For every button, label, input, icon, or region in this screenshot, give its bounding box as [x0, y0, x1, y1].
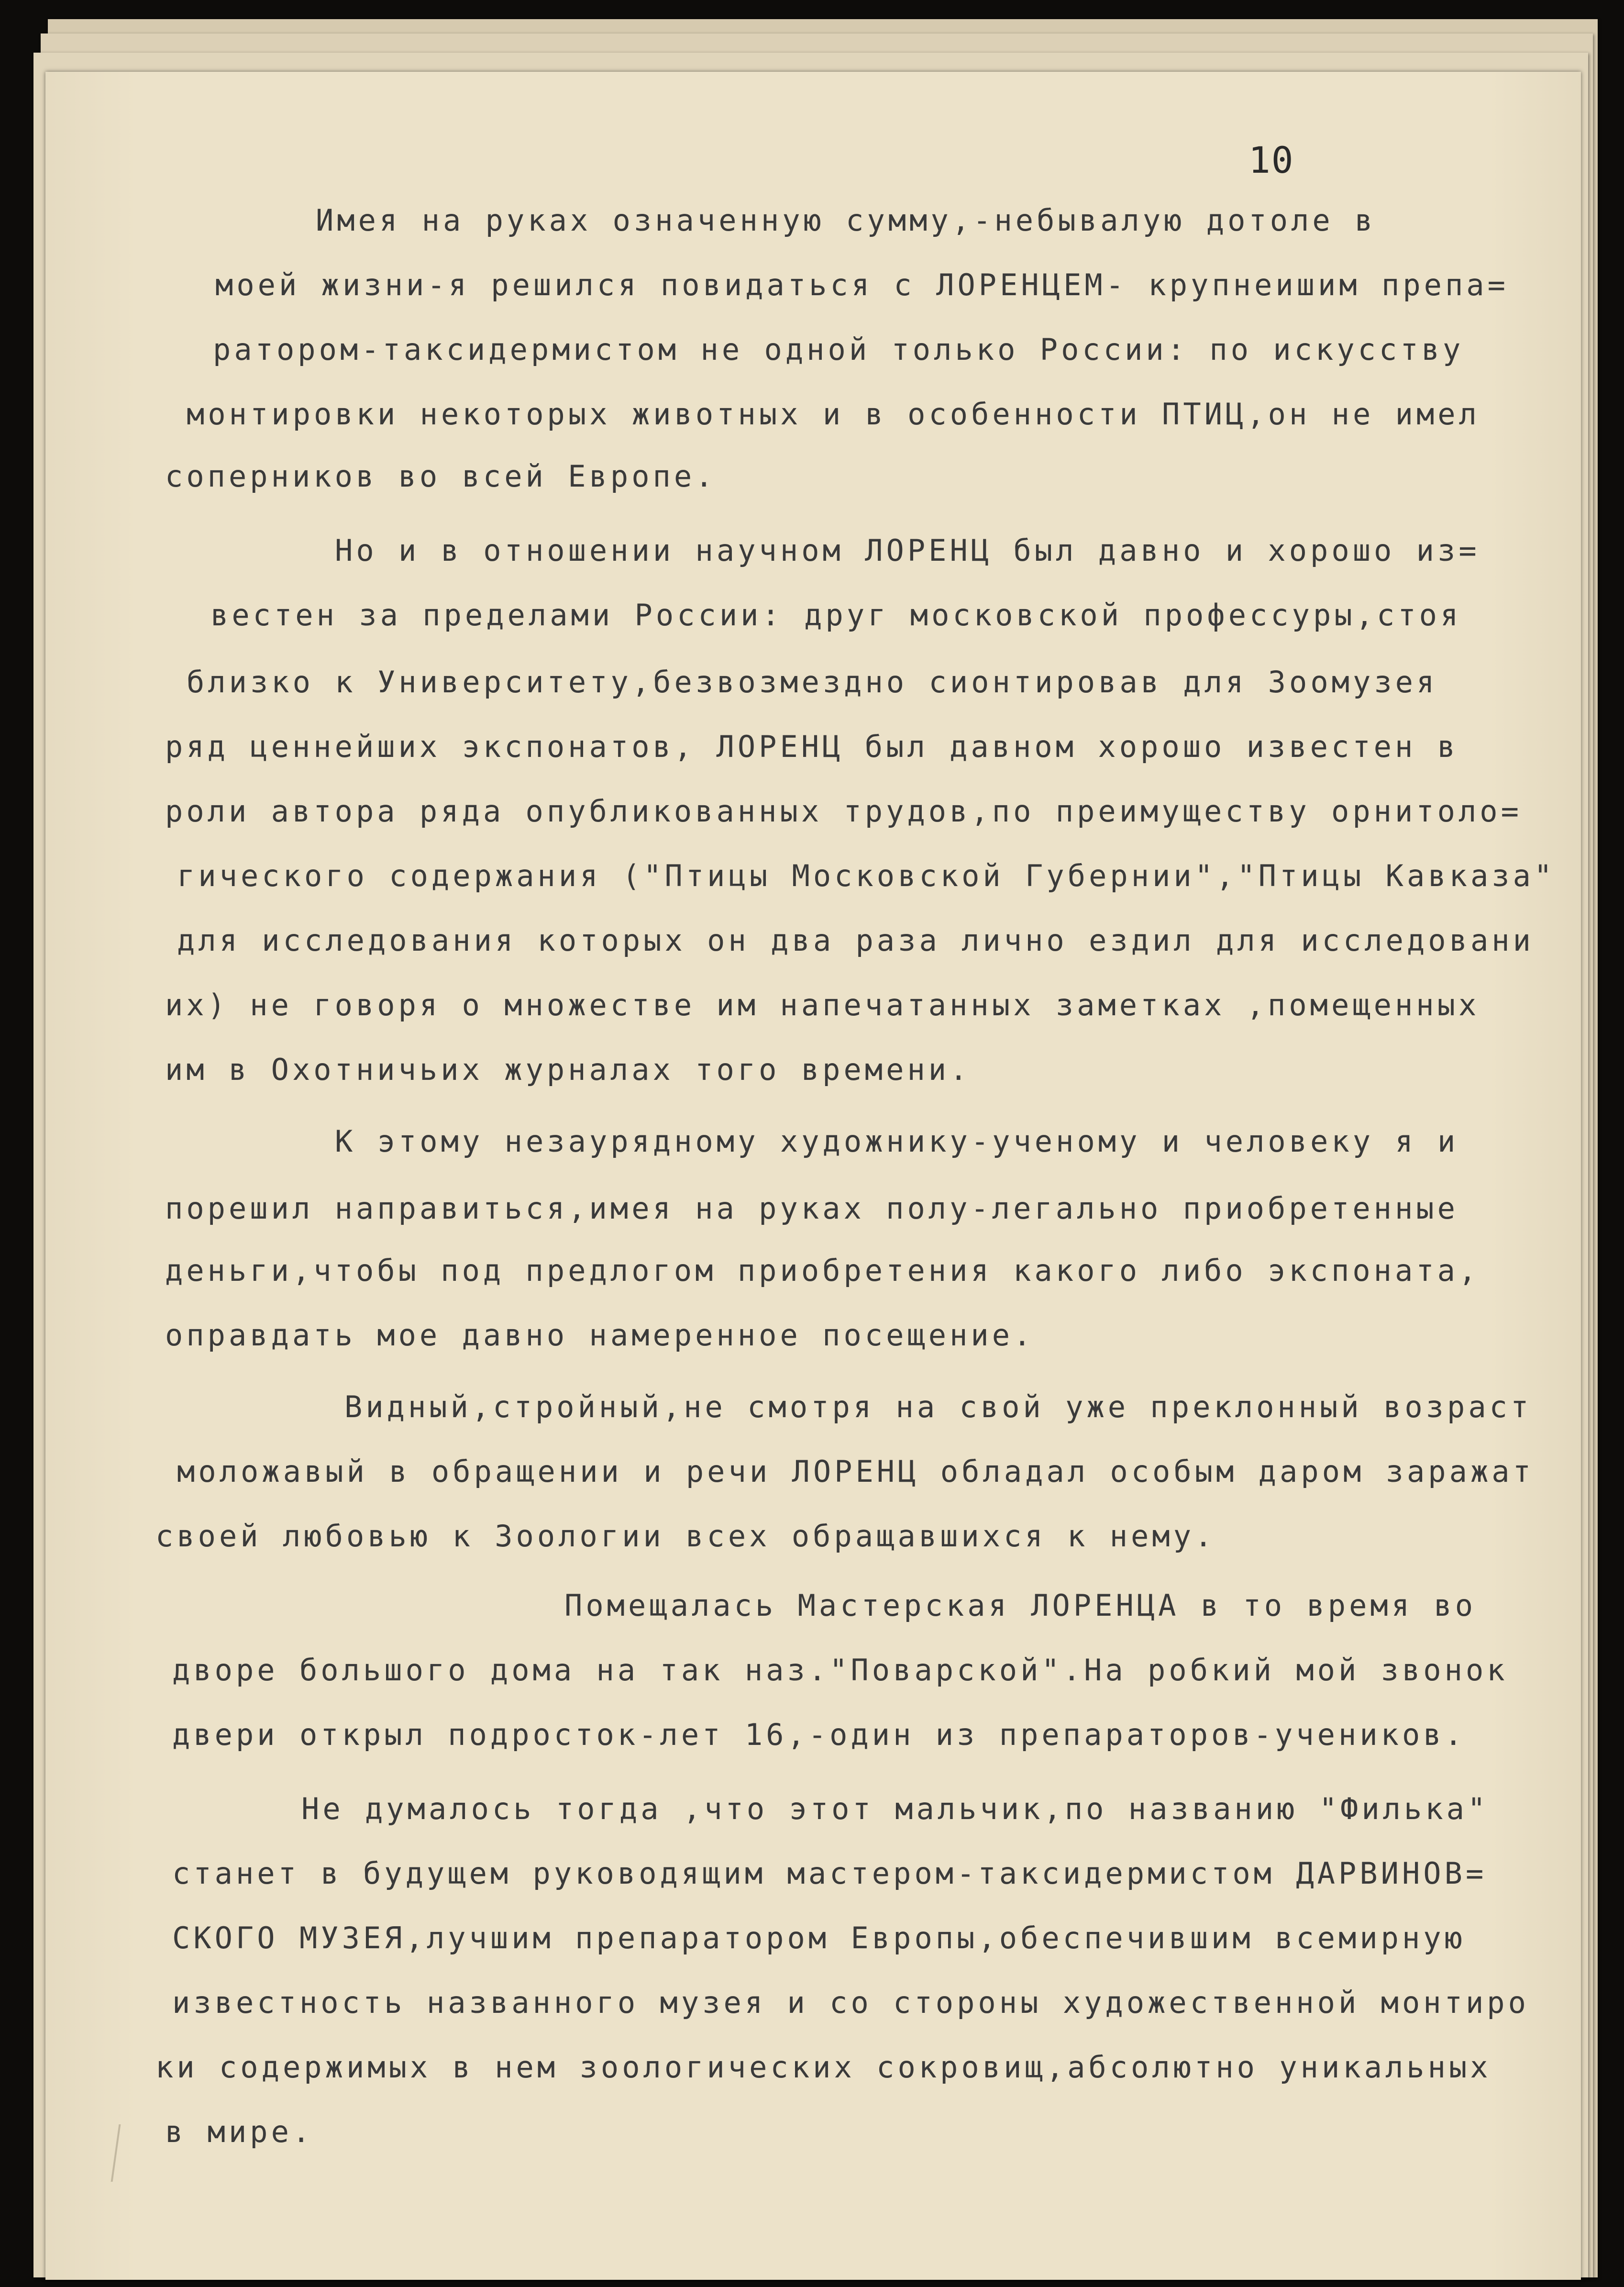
text-line: для исследования которых он два раза лично ездил для исследовани [177, 923, 1534, 958]
text-line: моложавый в обращении и речи ЛОРЕНЦ обладал особым даром заражат [177, 1454, 1534, 1489]
text-line: Помещалась Мастерская ЛОРЕНЦА в то время во [564, 1588, 1477, 1623]
text-line: своей любовью к Зоологии всех обращавшихся к нему. [155, 1519, 1216, 1554]
text-line: станет в будущем руководящим мастером-таксидермистом ДАРВИНОВ= [172, 1856, 1487, 1891]
text-line: порешил направиться,имея на руках полу-легально приобретенные [165, 1191, 1458, 1226]
text-line: К этому незаурядному художнику-ученому и человеку я и [335, 1124, 1459, 1159]
text-line: Видный,стройный,не смотря на свой уже преклонный возраст [344, 1389, 1532, 1424]
page-number: 10 [1248, 139, 1294, 181]
text-line: вестен за пределами России: друг московской профессуры,стоя [210, 598, 1462, 633]
text-line: моей жизни-я решился повидаться с ЛОРЕНЦЕМ- крупнеишим препа= [215, 267, 1509, 302]
text-line: гического содержания ("Птицы Московской Губернии","Птицы Кавказа" [177, 858, 1556, 893]
text-line: ратором-таксидермистом не одной только России: по искусству [213, 332, 1464, 367]
text-line: монтировки некоторых животных и в особенности ПТИЦ,он не имел [187, 397, 1480, 432]
text-line: двери открыл подросток-лет 16,-один из препараторов-учеников. [172, 1717, 1466, 1752]
text-line: ряд ценнейших экспонатов, ЛОРЕНЦ был давном хорошо известен в [165, 729, 1458, 764]
text-line: роли автора ряда опубликованных трудов,по преимуществу орнитоло= [165, 794, 1522, 829]
text-line: близко к Университету,безвозмездно сионтировав для Зоомузея [187, 665, 1438, 699]
text-line: соперников во всей Европе. [165, 459, 717, 494]
text-line: их) не говоря о множестве им напечатанных заметках ,помещенных [165, 988, 1480, 1022]
text-line: им в Охотничьих журналах того времени. [165, 1052, 971, 1087]
text-line: СКОГО МУЗЕЯ,лучшим препаратором Европы,обеспечившим всемирную [172, 1921, 1466, 1955]
text-line: ки содержимых в нем зоологических сокровищ,абсолютно уникальных [155, 2050, 1491, 2085]
text-line: оправдать мое давно намеренное посещение. [165, 1318, 1035, 1353]
text-line: деньги,чтобы под предлогом приобретения какого либо экспоната, [165, 1253, 1480, 1288]
text-line: Но и в отношении научном ЛОРЕНЦ был давно и хорошо из= [335, 533, 1480, 568]
text-line: в мире. [165, 2114, 314, 2149]
text-line: Имея на руках означенную сумму,-небывалую дотоле в [316, 203, 1376, 238]
text-line: Не думалось тогда ,что этот мальчик,по названию "Филька" [301, 1791, 1489, 1826]
text-line: дворе большого дома на так наз."Поварской".На робкий мой звонок [172, 1653, 1508, 1687]
text-line: известность названного музея и со стороны художественной монтиро [172, 1985, 1529, 2020]
